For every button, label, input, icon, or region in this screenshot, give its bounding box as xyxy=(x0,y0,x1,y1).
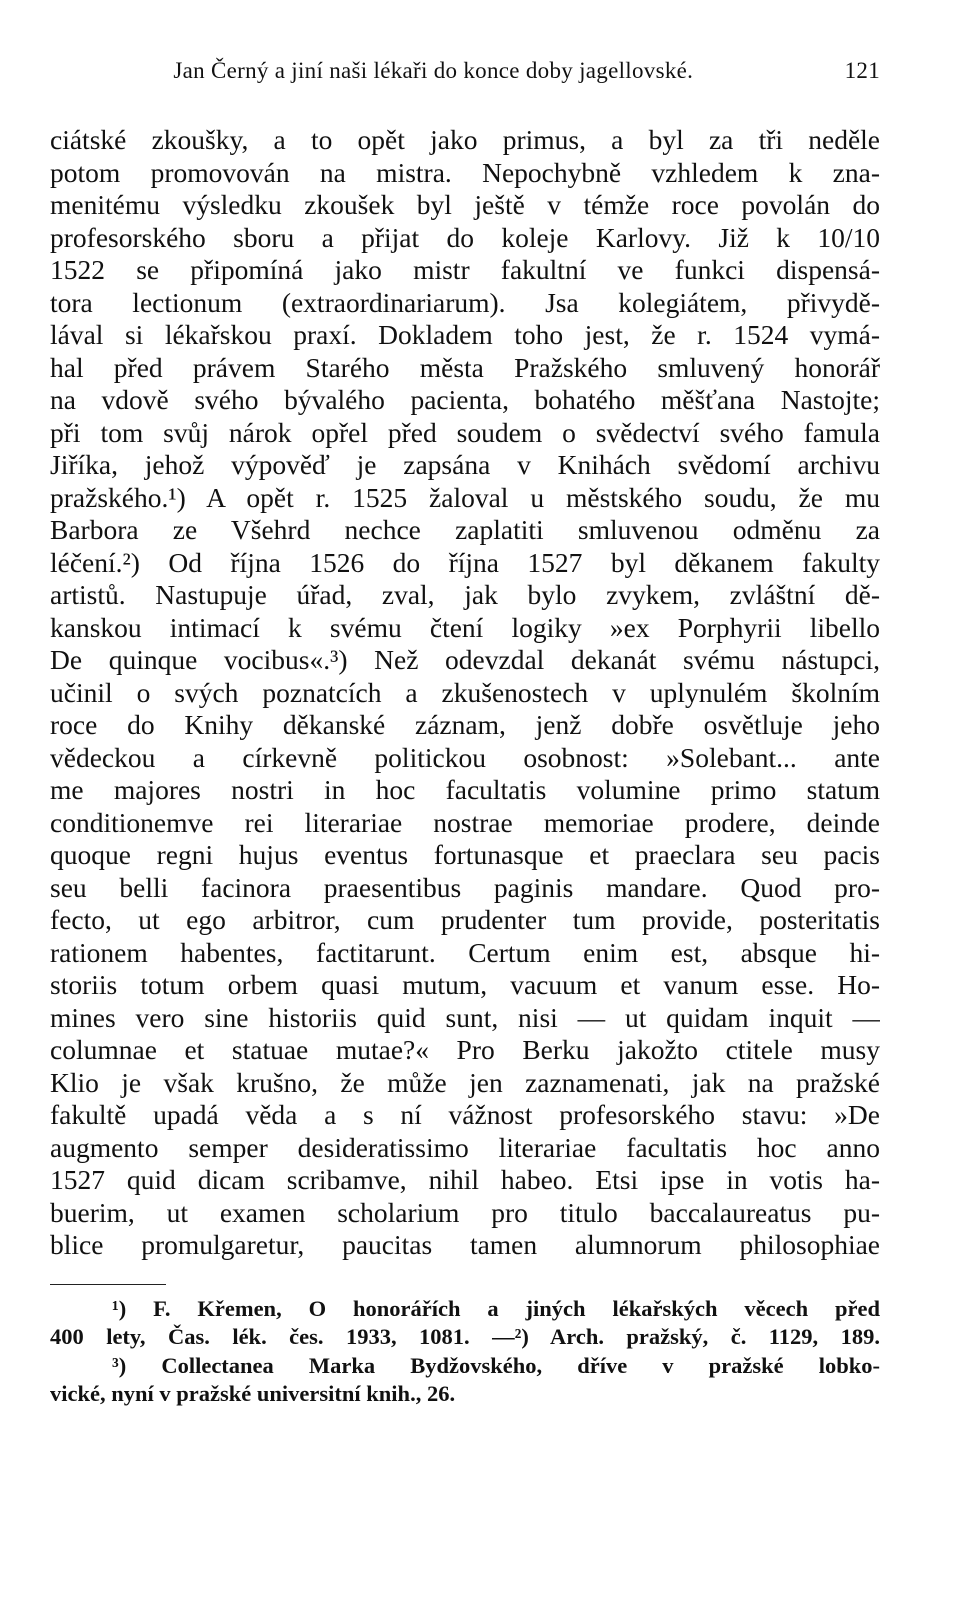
text-line: Barbora ze Všehrd nechce zaplatiti smluvenou odměnu za xyxy=(50,514,880,545)
text-line: columnae et statuae mutae?« Pro Berku jakožto ctitele musy xyxy=(50,1034,880,1065)
text-line: quoque regni hujus eventus fortunasque et praeclara seu pacis xyxy=(50,839,880,870)
text-line: potom promovován na mistra. Nepochybně vzhledem k zna- xyxy=(50,156,880,188)
text-line: roce do Knihy děkanské záznam, jenž dobře osvětluje jeho xyxy=(50,709,880,740)
text-line: tora lectionum (extraordinariarum). Jsa kolegiátem, přivydě- xyxy=(50,286,880,318)
text-line: rationem habentes, factitarunt. Certum enim est, absque hi- xyxy=(50,936,880,968)
text-line: kanskou intimací k svému čtení logiky »ex Porphyrii libello xyxy=(50,611,880,643)
book-page xyxy=(50,58,880,1409)
text-line: pražského.¹) A opět r. 1525 žaloval u městského soudu, že mu xyxy=(50,481,880,513)
text-line: seu belli facinora praesentibus paginis mandare. Quod pro- xyxy=(50,871,880,903)
text-line: me majores nostri in hoc facultatis volumine primo statum xyxy=(50,774,880,805)
footnote-line: ³) Collectanea Marka Bydžovského, dříve v pražské lobko- xyxy=(112,1352,880,1378)
text-line: De quinque vocibus«.³) Než odevzdal dekanát svému nástupci, xyxy=(50,644,880,675)
text-line: fakultě upadá věda a s ní vážnost profesorského stavu: »De xyxy=(50,1099,880,1130)
text-line: profesorského sboru a přijat do koleje Karlovy. Již k 10/10 xyxy=(50,221,880,253)
footnote-line: 400 lety, Čas. lék. čes. 1933, 1081. —²) Arch. pražský, č. 1129, 189. xyxy=(50,1324,880,1349)
text-line: buerim, ut examen scholarium pro titulo baccalaureatus pu- xyxy=(50,1196,880,1228)
text-line: conditionemve rei literariae nostrae memoriae prodere, deinde xyxy=(50,806,880,838)
text-line: léčení.²) Od října 1526 do října 1527 byl děkanem fakulty xyxy=(50,546,880,578)
text-line: na vdově svého bývalého pacienta, bohatého měšťana Nastojte; xyxy=(50,384,880,415)
running-title: Jan Černý a jiní naši lékaři do konce doby jagellovské. xyxy=(173,58,694,83)
text-line: mines vero sine historiis quid sunt, nisi — ut quidam inquit — xyxy=(50,1001,880,1033)
text-line: Klio je však krušno, že může jen zaznamenati, jak na pražské xyxy=(50,1066,880,1098)
text-line: artistů. Nastupuje úřad, zval, jak bylo zvykem, zvláštní dě- xyxy=(50,579,880,610)
footnote-divider xyxy=(50,1284,166,1285)
text-line: 1527 quid dicam scribamve, nihil habeo. Etsi ipse in votis ha- xyxy=(50,1164,880,1195)
text-line: augmento semper desideratissimo literariae facultatis hoc anno xyxy=(50,1131,880,1163)
text-line: hal před právem Starého města Pražského smluvený honorář xyxy=(50,351,880,383)
text-line: storiis totum orbem quasi mutum, vacuum et vanum esse. Ho- xyxy=(50,969,880,1000)
page-header xyxy=(62,58,880,94)
body-text xyxy=(50,124,880,1262)
text-line: 1522 se připomíná jako mistr fakultní ve funkci dispensá- xyxy=(50,254,880,285)
text-line: Jiříka, jehož výpověď je zapsána v Knihách svědomí archivu xyxy=(50,449,880,480)
footnote-line: vické, nyní v pražské universitní knih., 26. xyxy=(50,1381,456,1406)
text-line: vědeckou a církevně politickou osobnost: »Solebant... ante xyxy=(50,741,880,773)
footnotes xyxy=(50,1295,880,1409)
text-line: učinil o svých poznatcích a zkušenostech v uplynulém školním xyxy=(50,676,880,708)
text-line: menitému výsledku zkoušek byl ještě v témže roce povolán do xyxy=(50,189,880,220)
text-line: při tom svůj nárok opřel před soudem o svědectví svého famula xyxy=(50,416,880,448)
text-line: lával si lékařskou praxí. Dokladem toho jest, že r. 1524 vymá- xyxy=(50,319,880,350)
text-line: ciátské zkoušky, a to opět jako primus, a byl za tři neděle xyxy=(50,124,880,155)
text-line: blice promulgaretur, paucitas tamen alumnorum philosophiae xyxy=(50,1229,880,1260)
page-number: 121 xyxy=(844,58,880,83)
footnote-line: ¹) F. Křemen, O honorářích a jiných lékařských věcech před xyxy=(112,1295,880,1321)
text-line: fecto, ut ego arbitror, cum prudenter tum provide, posteritatis xyxy=(50,904,880,935)
